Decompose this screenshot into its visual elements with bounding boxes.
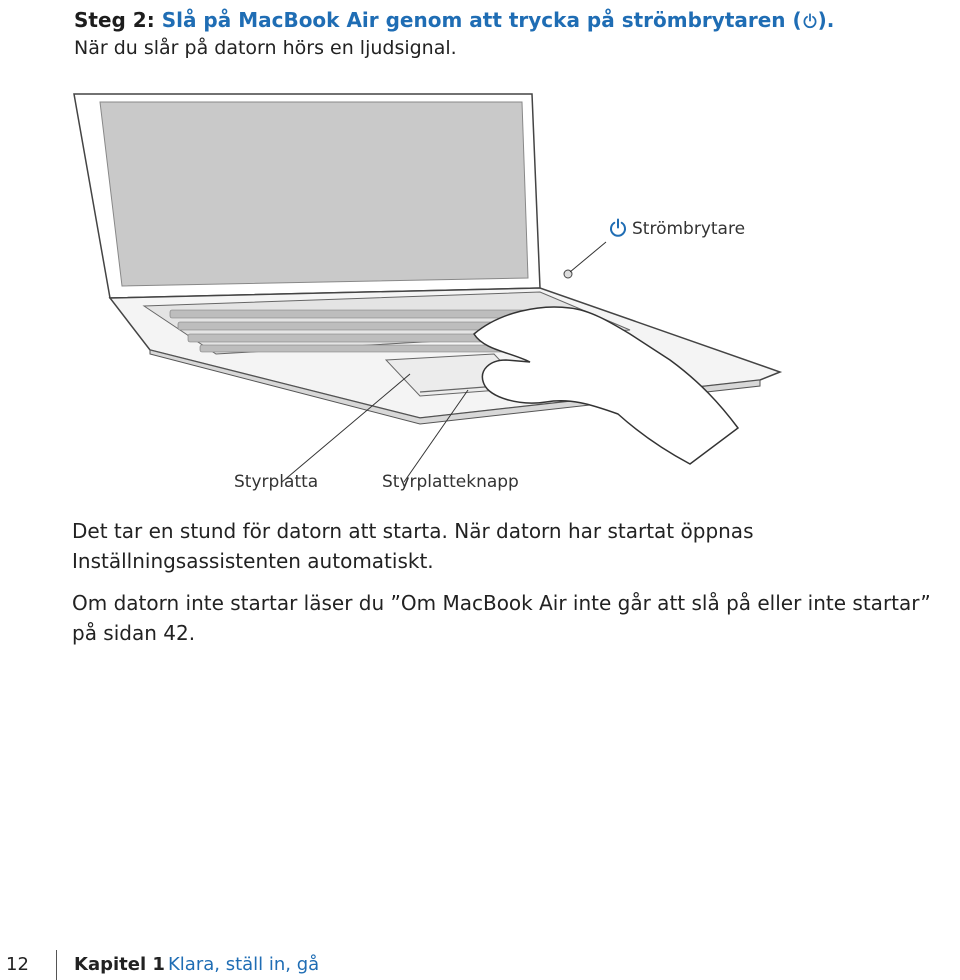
callout-power-button bbox=[608, 218, 745, 239]
callout-line-power bbox=[570, 242, 606, 272]
body-text bbox=[72, 516, 952, 660]
step-label: Steg 2: bbox=[74, 8, 155, 32]
hand bbox=[474, 307, 738, 464]
laptop-screen bbox=[100, 102, 528, 286]
page-footer bbox=[0, 950, 960, 980]
step-heading bbox=[74, 6, 834, 62]
step-title-end: ). bbox=[817, 8, 835, 32]
paragraph-troubleshoot: Om datorn inte startar läser du ”Om MacBook Air inte går att slå på eller inte startar” på sidan 42. bbox=[72, 591, 931, 645]
callout-power-label: Strömbrytare bbox=[632, 219, 746, 239]
power-icon bbox=[608, 218, 628, 238]
footer-divider bbox=[56, 950, 57, 980]
step-subtitle: När du slår på datorn hörs en ljudsignal. bbox=[74, 37, 457, 59]
callout-trackpad-button: Styrplatteknapp bbox=[382, 472, 519, 492]
paragraph-startup: Det tar en stund för datorn att starta. När datorn har startat öppnas Inställningsassistenten automatiskt. bbox=[72, 519, 754, 573]
power-icon bbox=[802, 13, 818, 29]
callout-trackpad: Styrplatta bbox=[234, 472, 319, 492]
page-number: 12 bbox=[6, 954, 29, 975]
chapter-label: Kapitel 1 bbox=[74, 954, 165, 975]
chapter-title: Klara, ställ in, gå bbox=[168, 954, 320, 975]
step-title: Slå på MacBook Air genom att trycka på strömbrytaren ( bbox=[161, 8, 802, 32]
macbook-air-illustration bbox=[70, 92, 790, 502]
